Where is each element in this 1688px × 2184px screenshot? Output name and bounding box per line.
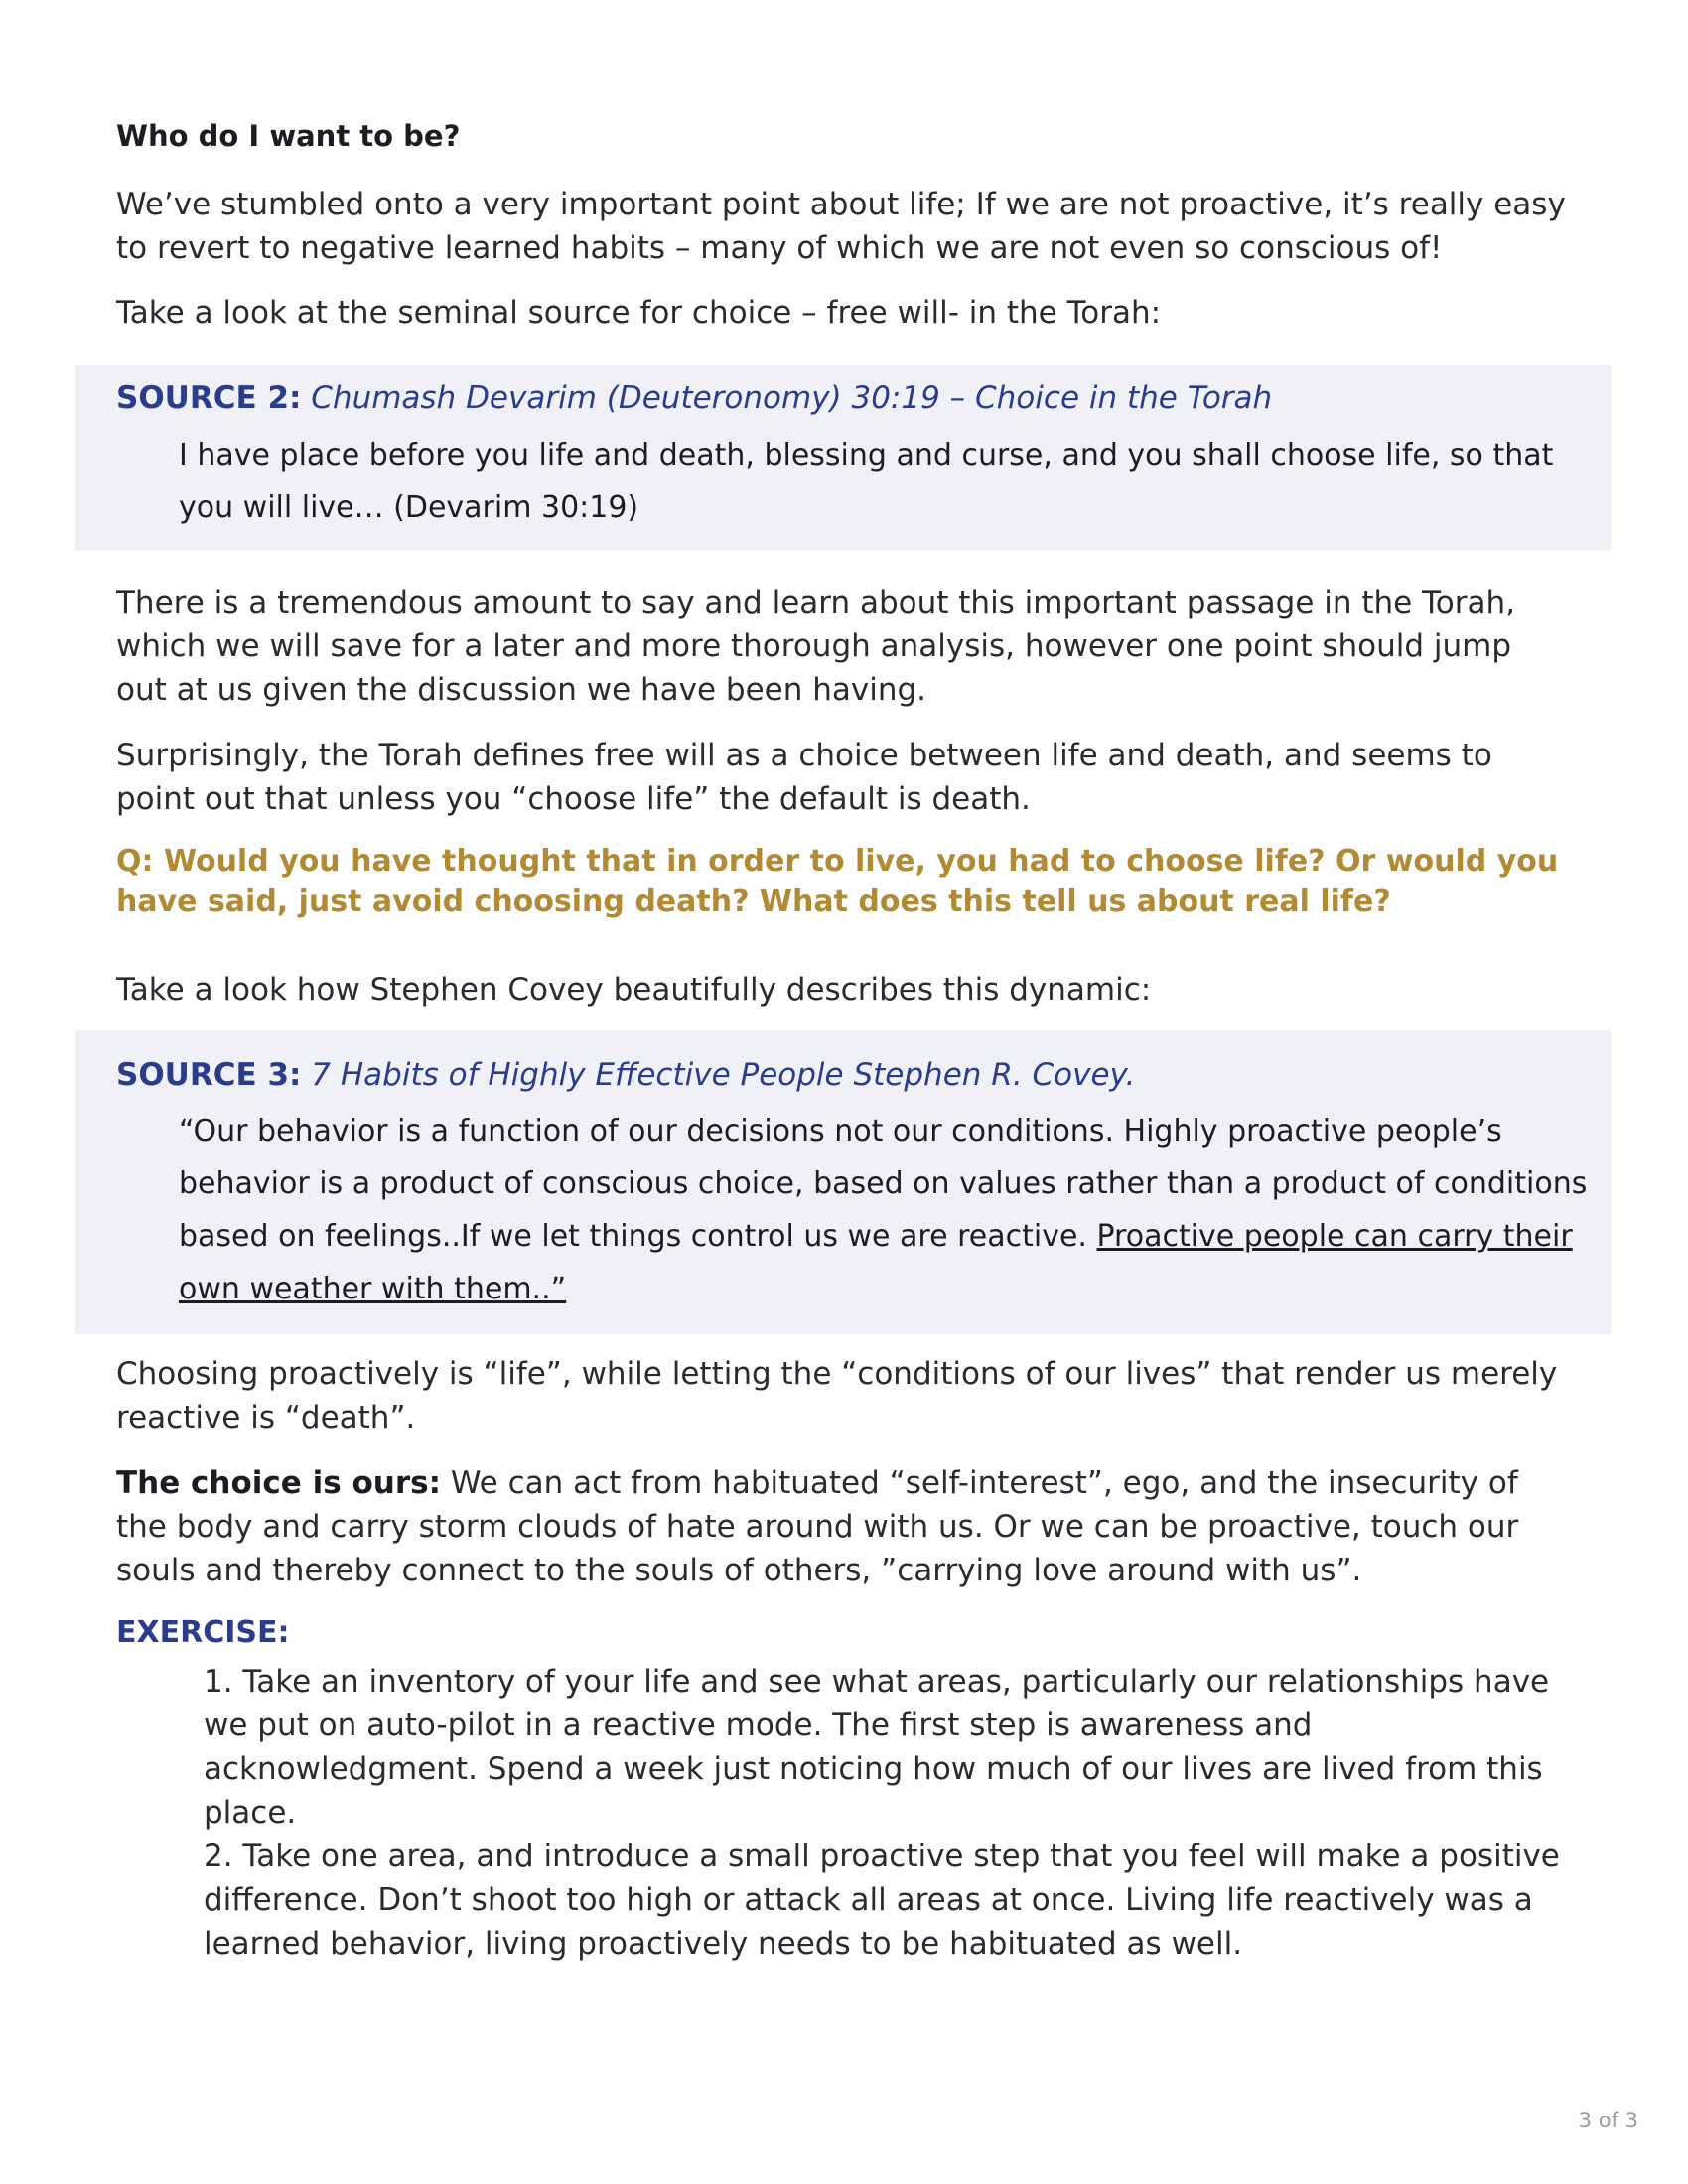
choice-text: We can act from habituated “self-interest”, ego, and the insecurity of the body and carry storm clouds of hate around with us. Or we can be proactive, touch our souls and thereby connect to the souls of others, ”carrying love around with us”. <box>116 1465 1519 1588</box>
reflection-question: Q: Would you have thought that in order to live, you had to choose life? Or would you have said, just avoid choosing death? What does this tell us about real life? <box>116 844 1559 919</box>
exercise-item: 2. Take one area, and introduce a small proactive step that you feel will make a positive difference. Don’t shoot too high or attack all areas at once. Living life reactively was a learned behavior, living proactively needs to be habituated as well. <box>204 1839 1560 1962</box>
source-2-box <box>75 365 1611 551</box>
source-2-citation: Chumash Devarim (Deuteronomy) 30:19 – Choice in the Torah <box>301 380 1273 416</box>
source-2-label: SOURCE 2: <box>116 380 302 416</box>
proactive-life-paragraph: Choosing proactively is “life”, while letting the “conditions of our lives” that render us merely reactive is “death”. <box>116 1356 1558 1435</box>
source-3-quote <box>179 1105 1589 1315</box>
analysis-paragraph: There is a tremendous amount to say and learn about this important passage in the Torah, which we will save for a later and more thorough analysis, however one point should jump out at us given the discussion we have been having. <box>116 585 1515 708</box>
page-number: 3 of 3 <box>1578 2109 1638 2132</box>
exercise-title: EXERCISE: <box>116 1615 290 1650</box>
source-3-box <box>75 1030 1611 1334</box>
choice-paragraph <box>116 1461 1566 1592</box>
source-2-title <box>116 380 1272 416</box>
source-3-quote-text: “Our behavior is a function of our decisions not our conditions. Highly proactive people’s behavior is a product of conscious choice, based on values rather than a product of conditions based on feelings..If we let things control us we are reactive. <box>179 1114 1588 1254</box>
torah-source-intro: Take a look at the seminal source for choice – free will- in the Torah: <box>116 295 1162 331</box>
choice-lead: The choice is ours: <box>116 1465 441 1501</box>
free-will-paragraph: Surprisingly, the Torah defines free will as a choice between life and death, and seems to point out that unless you “choose life” the default is death. <box>116 738 1492 817</box>
exercise-item: 1. Take an inventory of your life and see what areas, particularly our relationships have we put on auto-pilot in a reactive mode. The first step is awareness and acknowledgment. Spend a week just noticing how much of our lives are lived from this place. <box>204 1664 1550 1831</box>
covey-intro: Take a look how Stephen Covey beautifully describes this dynamic: <box>116 972 1152 1008</box>
source-3-citation: 7 Habits of Highly Effective People Stephen R. Covey. <box>301 1057 1136 1093</box>
intro-paragraph: We’ve stumbled onto a very important point about life; If we are not proactive, it’s really easy to revert to negative learned habits – many of which we are not even so conscious of! <box>116 187 1566 266</box>
source-2-quote: I have place before you life and death, blessing and curse, and you shall choose life, so that you will live… (Devarim 30:19) <box>179 438 1554 525</box>
section-heading: Who do I want to be? <box>116 119 461 153</box>
source-3-underlined-quote: Proactive people can carry their own weather with them..” <box>179 1219 1573 1306</box>
source-3-title <box>116 1057 1135 1093</box>
source-3-label: SOURCE 3: <box>116 1057 302 1093</box>
